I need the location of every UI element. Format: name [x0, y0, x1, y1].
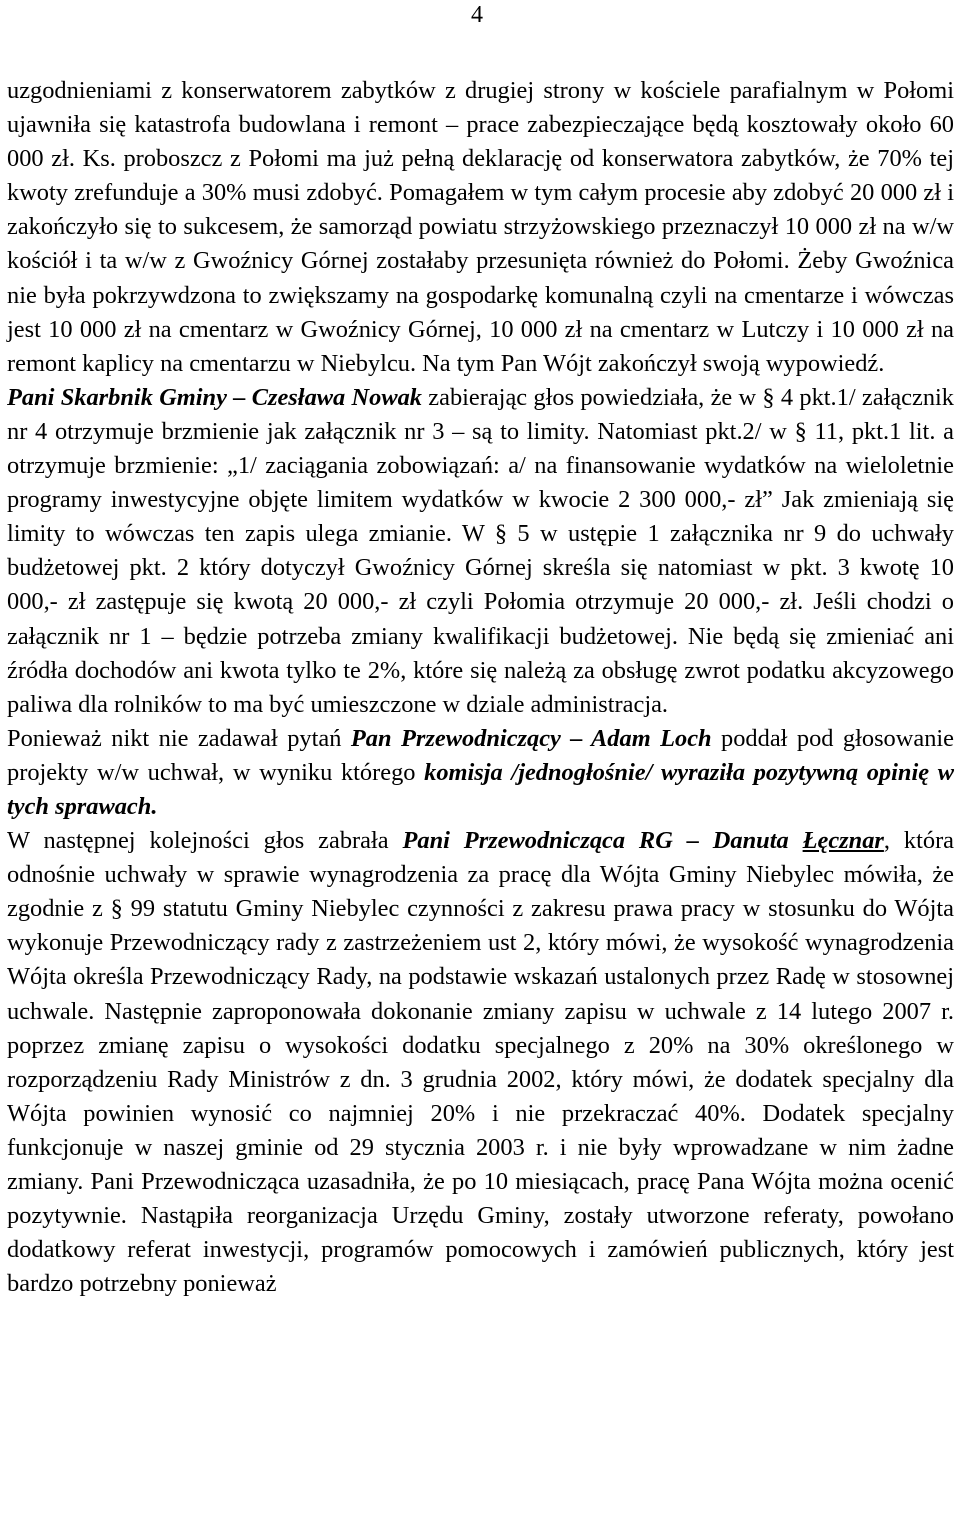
- paragraph-chairwoman-statement: [7, 824, 960, 1301]
- speaker-name: Pan Przewodniczący – Adam Loch: [350, 724, 712, 752]
- paragraph-vote: [7, 722, 960, 824]
- vote-result: komisja /jednogłośnie/ wyraziła pozytywną opinię w tych sprawach.: [7, 758, 960, 820]
- text-run: uzgodnieniami z konserwatorem zabytków z drugiej strony w kościele parafialnym w Połomi ujawniła się katastrofa budowlana i remont – prace zabezpieczające będą kosztowały około 60 000 zł. Ks. proboszcz z Połomi ma już pełną deklarację od konserwatora zabytków, że 70% tej kwoty zrefunduje a 30% musi zdobyć. Pomagałem w tym całym procesie aby zdobyć 20 000 zł i zakończyło się to sukcesem, że samorząd powiatu strzyżowskiego przeznaczył 10 000 zł na w/w kościół i ta w/w z Gwoźnicy Górnej zostałaby przesunięta również do Połomi. Żeby Gwoźnica nie była pokrzywdzona to zwiększamy na gospodarkę komunalną czyli na cmentarze i wówczas jest 10 000 zł na cmentarz w Gwoźnicy Górnej, 10 000 zł na cmentarz w Lutczy i 10 000 zł na remont kaplicy na cmentarzu w Niebylcu. Na tym Pan Wójt zakończył swoją wypowiedź.: [7, 77, 960, 377]
- page-number: 4: [471, 2, 483, 28]
- text-run: zabierając głos powiedziała, że w § 4 pkt.1/ załącznik nr 4 otrzymuje brzmienie jak załącznik nr 3 – są to limity. Natomiast pkt.2/ w § 11, pkt.1 lit. a otrzymuje brzmienie: „1/ zaciągania zobowiązań: a/ na finansowanie wydatków na wieloletnie programy inwestycyjne objęte limitem wydatków w kwocie 2 300 000,- zł” Jak zmieniają się limity to wówczas ten zapis ulega zmianie. W § 5 w ustępie 1 załącznika nr 9 do uchwały budżetowej pkt. 2 który dotyczył Gwoźnicy Górnej skreśla się natomiast w pkt. 3 kwotę 10 000,- zł zastępuje się kwotą 20 000,- zł czyli Połomia otrzymuje 20 000,- zł. Jeśli chodzi o załącznik nr 1 – będzie potrzeba zmiany kwalifikacji budżetowej. Nie będą się zmieniać ani źródła dochodów ani kwota tylko te 2%, które się należą za obsługę zwrot podatku akcyzowego paliwa dla rolników to ma być umieszczone w dziale administracja.: [7, 383, 960, 718]
- text-run: poddał pod głosowanie projekty w/w uchwał, w wyniku którego: [7, 724, 960, 786]
- paragraph-mayor-statement: [7, 74, 960, 381]
- speaker-name: Pani Przewodnicząca RG – Danuta: [402, 827, 803, 855]
- document-body: [7, 74, 960, 1301]
- paragraph-treasurer-statement: [7, 381, 960, 722]
- speaker-name: Pani Skarbnik Gminy – Czesława Nowak: [7, 383, 422, 411]
- text-run: Ponieważ nikt nie zadawał pytań: [7, 724, 351, 752]
- text-run: , która odnośnie uchwały w sprawie wynagrodzenia za pracę dla Wójta Gminy Niebylec mówiła, że zgodnie z § 99 statutu Gminy Niebylec czynności z zakresu prawa pracy w stosunku do Wójta wykonuje Przewodniczący rady z zastrzeżeniem ust 2, który mówi, że wysokość wynagrodzenia Wójta określa Przewodniczący Rady, na podstawie wskazań ustalonych przez Radę w stosownej uchwale. Następnie zaproponowała dokonanie zmiany zapisu w uchwale z 14 lutego 2007 r. poprzez zmianę zapisu o wysokości dodatku specjalnego z 20% na 30% określonego w rozporządzeniu Rady Ministrów z dn. 3 grudnia 2002, który mówi, że dodatek specjalny dla Wójta powinien wynosić co najmniej 20% i nie przekraczać 40%. Dodatek specjalny funkcjonuje w naszej gminie od 29 stycznia 2003 r. i nie były wprowadzane w nim żadne zmiany. Pani Przewodnicząca uzasadniła, że po 10 miesiącach, pracę Pana Wójta można ocenić pozytywnie. Nastąpiła reorganizacja Urzędu Gminy, zostały utworzone referaty, powołano dodatkowy referat inwestycji, programów pomocowych i zamówień publicznych, który jest bardzo potrzebny ponieważ: [7, 827, 960, 1298]
- text-run: W następnej kolejności głos zabrała: [7, 827, 403, 855]
- speaker-surname: Łęcznar: [802, 827, 884, 855]
